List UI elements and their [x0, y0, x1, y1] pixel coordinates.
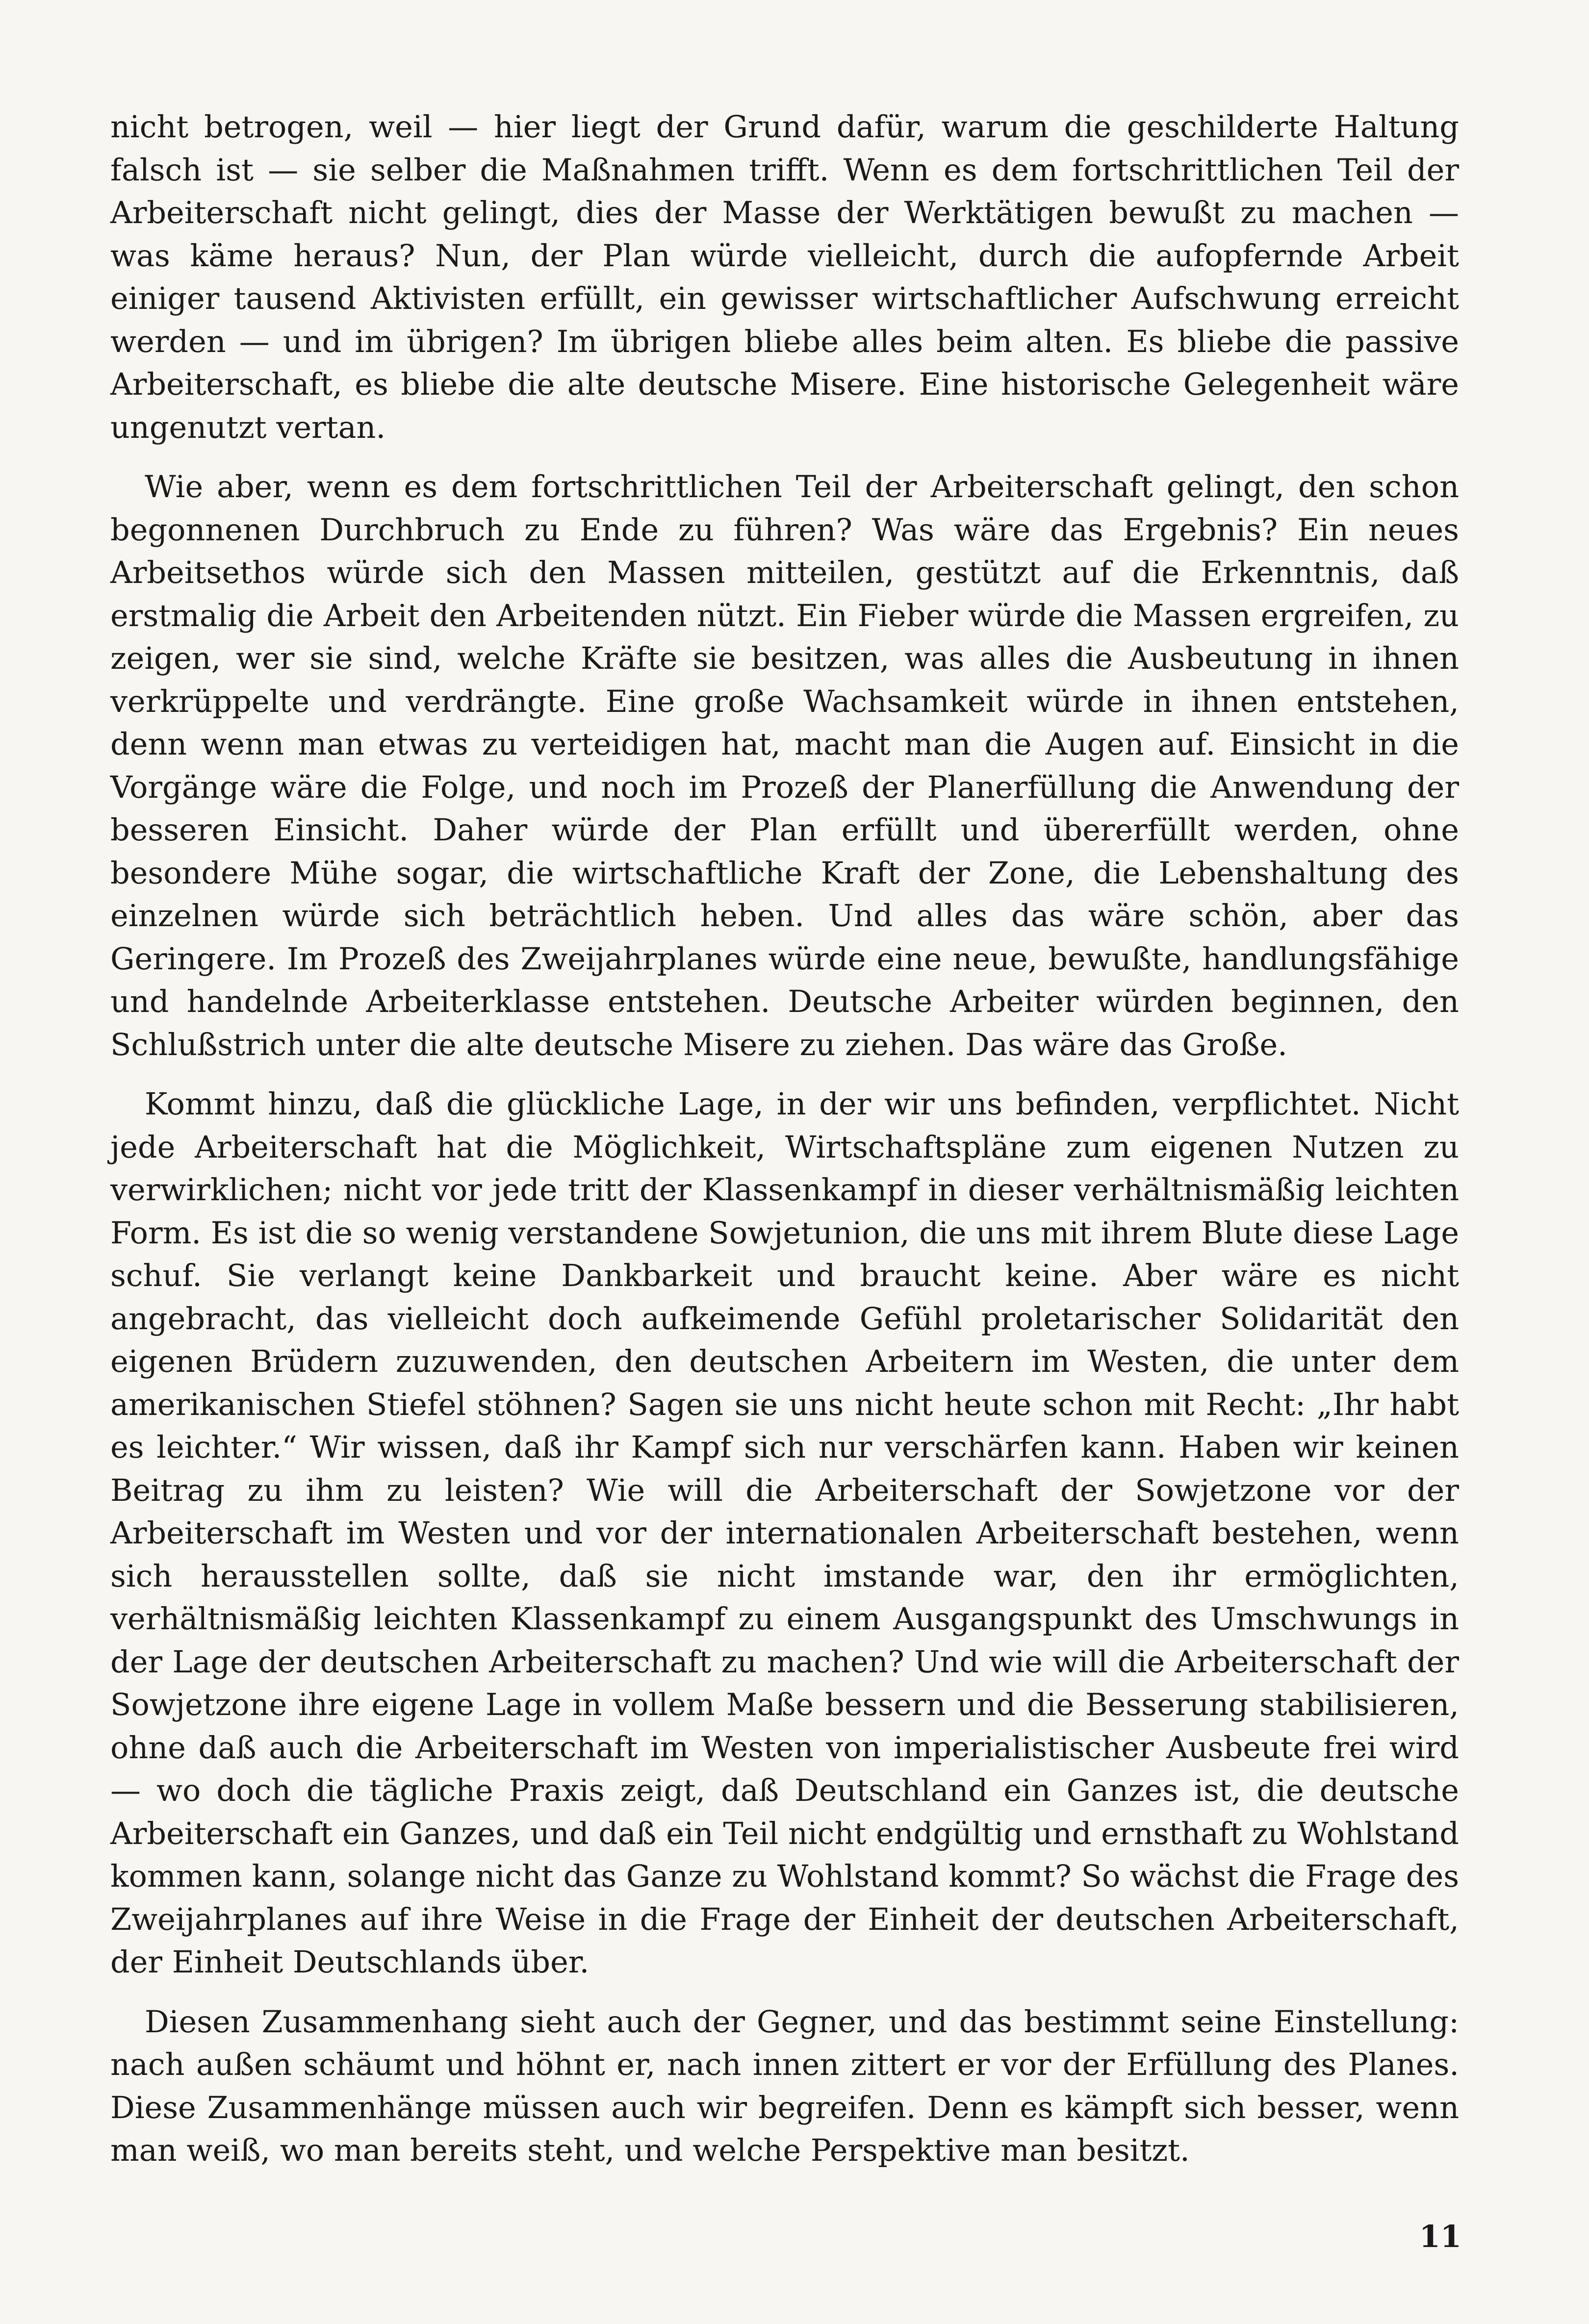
paragraph: Wie aber, wenn es dem fortschrittlichen Teil der Arbeiterschaft gelingt, den schon begonnenen Durchbruch zu Ende zu führen? Was wäre das Ergebnis? Ein neues Arbeitsethos würde sich den Massen mitteilen, gestützt auf die Erkenntnis, daß erstmalig die Arbeit den Arbeitenden nützt. Ein Fieber würde die Massen ergreifen, zu zeigen, wer sie sind, welche Kräfte sie besitzen, was alles die Ausbeutung in ihnen verkrüppelte und verdrängte. Eine große Wachsamkeit würde in ihnen entstehen, denn wenn man etwas zu verteidigen hat, macht man die Augen auf. Einsicht in die Vorgänge wäre die Folge, und noch im Prozeß der Planerfüllung die Anwendung der besseren Einsicht. Daher würde der Plan erfüllt und übererfüllt werden, ohne besondere Mühe sogar, die wirtschaftliche Kraft der Zone, die Lebenshaltung des einzelnen würde sich beträchtlich heben. Und alles das wäre schön, aber das Geringere. Im Prozeß des Zweijahrplanes würde eine neue, bewußte, handlungsfähige und handelnde Arbeiterklasse entstehen. Deutsche Arbeiter würden beginnen, den Schlußstrich unter die alte deutsche Misere zu ziehen. Das wäre das Große. — [110, 469, 1459, 1062]
paragraph: nicht betrogen, weil — hier liegt der Grund dafür, warum die geschilderte Haltung falsch ist — sie selber die Maßnahmen trifft. Wenn es dem fortschrittlichen Teil der Arbeiterschaft nicht gelingt, dies der Masse der Werktätigen bewußt zu machen — was käme heraus? Nun, der Plan würde vielleicht, durch die aufopfernde Arbeit einiger tausend Aktivisten erfüllt, ein gewisser wirtschaftlicher Aufschwung erreicht werden — und im übrigen? Im übrigen bliebe alles beim alten. Es bliebe die passive Arbeiterschaft, es bliebe die alte deutsche Misere. Eine historische Gelegenheit wäre ungenutzt vertan. — [110, 109, 1459, 445]
paragraph: Kommt hinzu, daß die glückliche Lage, in der wir uns befinden, verpflichtet. Nicht jede Arbeiterschaft hat die Möglichkeit, Wirtschaftspläne zum eigenen Nutzen zu verwirklichen; nicht vor jede tritt der Klassenkampf in dieser verhältnismäßig leichten Form. Es ist die so wenig verstandene Sowjetunion, die uns mit ihrem Blute diese Lage schuf. Sie verlangt keine Dankbarkeit und braucht keine. Aber wäre es nicht angebracht, das vielleicht doch aufkeimende Gefühl proletarischer Solidarität den eigenen Brüdern zuzuwenden, den deutschen Arbeitern im Westen, die unter dem amerikanischen Stiefel stöhnen? Sagen sie uns nicht heute schon mit Recht: „Ihr habt es leichter.“ Wir wissen, daß ihr Kampf sich nur verschärfen kann. Haben wir keinen Beitrag zu ihm zu leisten? Wie will die Arbeiterschaft der Sowjetzone vor der Arbeiterschaft im Westen und vor der internationalen Arbeiterschaft bestehen, wenn sich herausstellen sollte, daß sie nicht imstande war, den ihr ermöglichten, verhältnismäßig leichten Klassenkampf zu einem Ausgangspunkt des Umschwungs in der Lage der deutschen Arbeiterschaft zu machen? Und wie will die Arbeiterschaft der Sowjetzone ihre eigene Lage in vollem Maße bessern und die Besserung stabilisieren, ohne daß auch die Arbeiterschaft im Westen von imperialistischer Ausbeute frei wird — wo doch die tägliche Praxis zeigt, daß Deutschland ein Ganzes ist, die deutsche Arbeiterschaft ein Ganzes, und daß ein Teil nicht endgültig und ernsthaft zu Wohlstand kommen kann, solange nicht das Ganze zu Wohlstand kommt? So wächst die Frage des Zweijahrplanes auf ihre Weise in die Frage der Einheit der deutschen Arbeiterschaft, der Einheit Deutschlands über. — [110, 1086, 1460, 1980]
document-body — [110, 105, 1459, 2189]
paragraph: Diesen Zusammenhang sieht auch der Gegner, und das bestimmt seine Einstellung: nach außen schäumt und höhnt er, nach innen zittert er vor der Erfüllung des Planes. Diese Zusammenhänge müssen auch wir begreifen. Denn es kämpft sich besser, wenn man weiß, wo man bereits steht, und welche Perspektive man besitzt. — [110, 2003, 1459, 2168]
page-number: 11 — [1419, 2219, 1461, 2254]
